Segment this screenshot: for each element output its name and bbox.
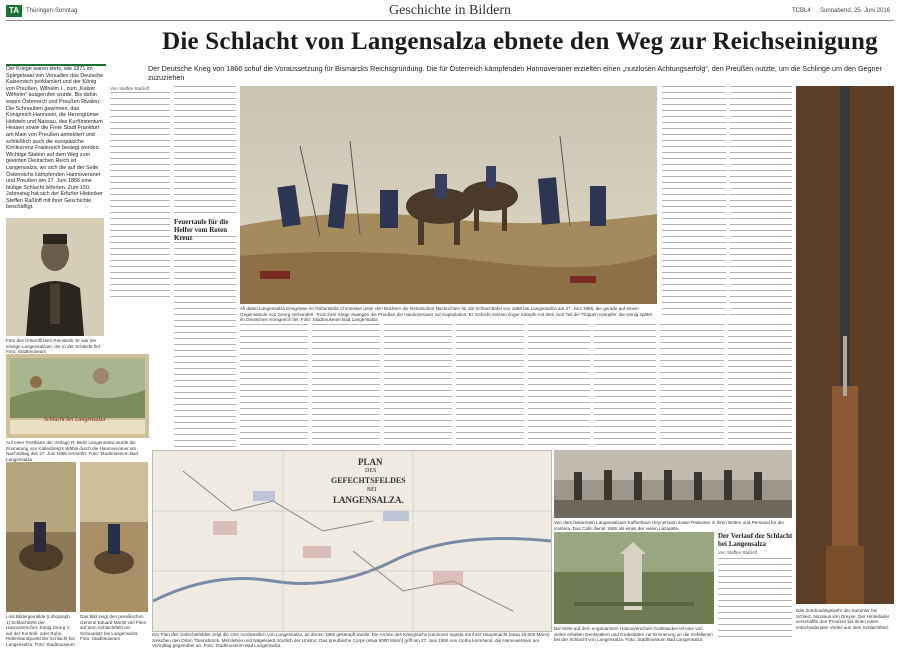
stitch-photo bbox=[6, 462, 76, 612]
battlefield-plan-map bbox=[152, 450, 552, 632]
headline: Die Schlacht von Langensalza ebnete den Weg zur Reichseinigung bbox=[162, 28, 878, 55]
plan-title-5: LANGENSALZA. bbox=[333, 495, 404, 505]
subtitle-red-cross: Feuertaufe für die Helfer vom Roten Kreuz bbox=[174, 218, 229, 242]
article-column-5 bbox=[312, 324, 380, 448]
memorial-image bbox=[554, 532, 714, 624]
battle-caption: All dabei Langensalza Ereignisse im Geburtsbild Chronisten unter den Büchern die historischen Nachrichten für die Schlachttafel von 1866 bei Langensalza am 27. Juni 1866, die gerade auf einem Gegenstände von Georg vorhanden. Trotz ihrer Siege zwangen die Preußen die Hannoveraner zur Kapitulation. Er Gefecht setzten sogar Kämpfe mit dem zum Teil die Truppen Kämpfer, die wenig später im Deutschen Königreich fiel. Foto: Stadtmuseum Bad Langensalza bbox=[240, 306, 653, 323]
article-column-11 bbox=[728, 324, 792, 448]
article-column-13 bbox=[730, 86, 792, 318]
header-left-text: Thüringen-Sonntag bbox=[26, 8, 78, 14]
stitch-image bbox=[6, 462, 76, 612]
postcard-image bbox=[6, 354, 149, 438]
general-image bbox=[80, 462, 148, 612]
article-column-8 bbox=[528, 324, 590, 448]
general-caption: Das Bild zeigt den preußischen General Eduard Moritz von Flies auf dem Schlachtfeld am Schauplatz bei Langensalza. Foto: Stadtmuseum bbox=[80, 614, 146, 642]
portrait-photo bbox=[6, 218, 104, 336]
intro-box: Der Kriege waren stets, wie 1871 im Spiegelsaal von Versailles das Deutsche Kaiserreich proklamiert und der König von Preußen, Wilhelm I., zum „Kaiser Wilhelm“ ausgerufen wurde. Bis dahin waren Österreich und Preußen Rivalen. Die Schnauben gewinnen, das Königreich Hannover, die Herzogtümer Holstein und Nassau, das Kurfürstentum Hessen sowie die Freie Stadt Frankfurt am Main von Preußen annektiert und schließlich auch die europäische Konkurrenz Frankreich besiegt worden. Wichtige Station auf dem Weg zum geeinten Deutschen Reich ist Langensalza, wo sich die auf der Seite Österreichs kämpfenden Hannoveraner und Preußen am 27. Juni 1866 eine blutige Schlacht lieferten. Zum 150. Jahrestag hat sich der Erfurter Historiker Steffen Raßloff mit ihrer Geschichte beschäftigt. bbox=[6, 66, 104, 211]
memorial-caption: Die Stele auf dem ungenannten Hannoverschen Gottesacker ist eine von vielen erhalten Denkmälern und Grabstätten zur Erinnerung an die Gefallenen bei der Schlacht von Langensalza. Foto: Stadtmuseum Bad Langensalza bbox=[554, 626, 713, 643]
article-column-4 bbox=[240, 324, 308, 448]
article-column-14 bbox=[718, 558, 792, 640]
subhead: Der Deutsche Krieg von 1866 schuf die Voraussetzung für Bismarcks Reichsgründung. Die für Österreich kämpfenden Hannoveraner erzielten einen „nutzlosen Achtungserfolg“, den Preußen nutzte, um die Schlinge um den Gegner zuzuziehen bbox=[148, 64, 882, 82]
general-photo bbox=[80, 462, 148, 612]
plan-title-4: BEI bbox=[367, 487, 377, 493]
plan-title-2: DES bbox=[365, 468, 377, 474]
subtitle-battle-course: Der Verlauf der Schlacht bei Langensalza bbox=[718, 532, 793, 548]
newspaper-logo: TA bbox=[6, 5, 22, 17]
battle-painting bbox=[240, 86, 657, 304]
article-column-2 bbox=[174, 86, 236, 214]
postcard-caption: Auf einer Postkarte der Verlage R. Beltz Langensalza wurde die Erinnerung von Kaltenborg's Wähle durch die Hannoveraner am Nachmittag des 27. Juni 1866 vermerkt. Foto: Stadtmuseum Bad Langensalza bbox=[6, 440, 139, 462]
postcard-title: Schlacht bei Langensalza bbox=[44, 417, 106, 423]
rifle-caption: Das Zündnadelgewehr der Sammler bei Schleiz, Nicolaus von Dreyse. Der Hinterlader verschaffte den Preußen bis ihnen einen entscheidenden Vorteil aus dem Schlachtfeld. bbox=[796, 608, 890, 630]
memorial-photo bbox=[554, 532, 714, 624]
plan-caption: Der Plan des Gefechtsfeldes zeigt die Orte nordwestlich von Langensalza, an denen 1866 gekämpft wurde. Die Armee des Königreichs Hannover lagerte mit ihrer Hauptmacht (etwa 19.000 Mann) zwischen den Orten Thamsbrück, Merxleben und Nägelstedt nördlich der Unstrut. Das preußische Corps (etwa 9000 Mann) griff am 27. Juni 1866 von Gotha kommend, die Hannoveraner am Vormittag gegenüber an. Foto: Stadtmuseum Bad Langensalza bbox=[152, 632, 550, 649]
lazarett-image bbox=[554, 450, 792, 518]
header-rule bbox=[6, 20, 894, 21]
article-column-3 bbox=[174, 236, 236, 468]
plan-title-3: GEFECHTSFELDES bbox=[331, 476, 406, 485]
plan-title-1: PLAN bbox=[358, 457, 383, 467]
byline-1: Von Steffen Raßloff bbox=[110, 86, 149, 91]
article-column-7 bbox=[456, 324, 524, 448]
battle-painting-image bbox=[240, 86, 657, 304]
rifle-photo bbox=[796, 86, 894, 604]
portrait-caption: Foto des Unteroffiziers Reinstedt. Er war der einzige Langensalzaer, der in der Schlacht fiel. Foto: Stadtmuseum bbox=[6, 338, 101, 355]
article-column-12 bbox=[662, 86, 726, 318]
postcard-illustration bbox=[6, 354, 149, 438]
header-code: TCBL4 bbox=[792, 8, 811, 14]
soldier-portrait-image bbox=[6, 218, 104, 336]
article-column-6 bbox=[384, 324, 452, 448]
stitch-caption: Lost Bildergemälde (Lithograph. 1) Schlachtorte der Hannoverschen König Georg V. auf der Kontroll- oder Ruhe Reiterstandpunkt der Schlacht bei Langensalza. Foto: Stadtmuseum bbox=[6, 614, 75, 647]
header-date: Sonnabend, 25. Juni 2016 bbox=[820, 8, 891, 14]
byline-2: Von Steffen Raßloff bbox=[718, 550, 757, 555]
lazarett-photo bbox=[554, 450, 792, 518]
lazarett-caption: Von dem bekannten Langensalzaer Kaffeehaus Heynemann sowie Patienten in ihren Betten und Personal für die Kamera. Das Café diente 1866 als eines der vielen Lazarette. bbox=[554, 520, 784, 531]
article-column-1 bbox=[110, 92, 170, 302]
rifle-image bbox=[796, 86, 894, 604]
section-title: Geschichte in Bildern bbox=[388, 3, 512, 18]
article-column-10 bbox=[660, 324, 724, 448]
article-column-9 bbox=[594, 324, 656, 448]
